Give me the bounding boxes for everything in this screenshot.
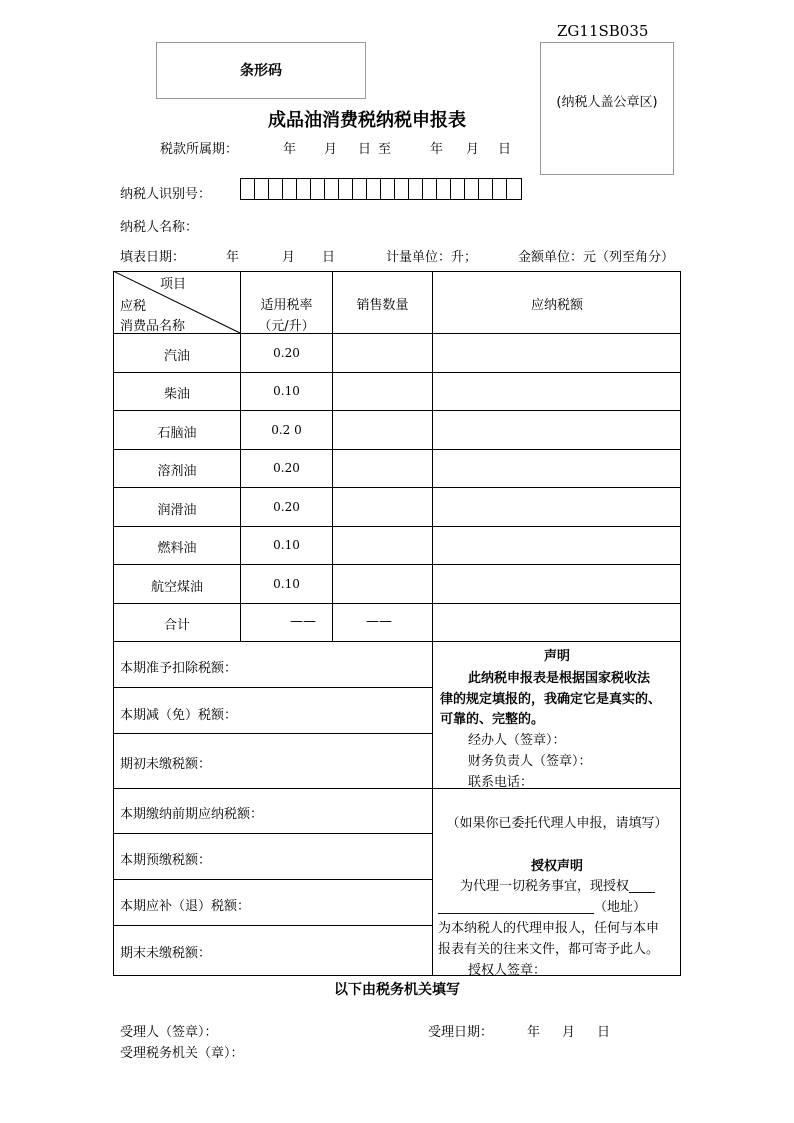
receiver-signature: 受理人（签章）：	[120, 1025, 218, 1040]
handler-signature: 经办人（签章）：	[468, 733, 566, 748]
unit-amount: 金额单位：元（列至角分）	[518, 250, 675, 265]
header-name: 消费品名称	[120, 319, 186, 334]
row-rate: 0.20	[273, 346, 300, 360]
taxpayer-name-label: 纳税人名称：	[120, 220, 199, 235]
unit-measure: 计量单位：升；	[386, 250, 478, 265]
taxpayer-id-cell[interactable]	[465, 179, 479, 199]
period-label: 税款所属期：	[160, 142, 239, 157]
taxpayer-id-cell[interactable]	[423, 179, 437, 199]
taxpayer-id-cell[interactable]	[325, 179, 339, 199]
row-rate: 0.10	[273, 577, 300, 591]
receive-date-label: 受理日期：	[428, 1025, 494, 1040]
row-name: 汽油	[163, 349, 190, 364]
deductible-tax-label: 本期准予扣除税额：	[120, 661, 238, 676]
period-to-day: 日	[498, 142, 512, 157]
stamp-area	[540, 42, 674, 175]
office-section-title: 以下由税务机关填写	[334, 982, 460, 998]
taxpayer-id-cell[interactable]	[507, 179, 521, 199]
taxpayer-id-cell[interactable]	[381, 179, 395, 199]
authorization-signer: 授权人签章：	[468, 963, 547, 978]
reduced-tax-label: 本期减（免）税额：	[120, 708, 238, 723]
declaration-title: 声明	[543, 649, 570, 664]
fill-date-year: 年	[226, 250, 240, 265]
row-name: 石脑油	[157, 426, 197, 441]
authorization-text-4: 报表有关的往来文件，都可寄予此人。	[438, 942, 660, 957]
row-name: 柴油	[163, 387, 190, 402]
period-from-month: 月	[324, 142, 338, 157]
receive-date-day: 日	[597, 1025, 611, 1040]
taxpayer-id-cell[interactable]	[493, 179, 507, 199]
row-name: 溶剂油	[157, 464, 197, 479]
period-to: 至	[378, 142, 392, 157]
barcode-area	[156, 42, 366, 99]
header-item: 项目	[160, 277, 187, 292]
row-rate: 0.20	[273, 461, 300, 475]
receiving-office: 受理税务机关（章）：	[120, 1046, 244, 1061]
opening-unpaid-label: 期初未缴税额：	[120, 757, 212, 772]
header-amount: 应纳税额	[530, 298, 583, 313]
period-to-month: 月	[466, 142, 480, 157]
period-from-year: 年	[283, 142, 297, 157]
receive-date-year: 年	[527, 1025, 541, 1040]
fill-date-day: 日	[322, 250, 336, 265]
row-rate: 0.20	[273, 500, 300, 514]
taxpayer-id-cell[interactable]	[395, 179, 409, 199]
authorization-text-2: ________________________（地址）	[438, 900, 647, 915]
authorization-text-3: 为本纳税人的代理申报人，任何与本申	[438, 921, 660, 936]
declaration-text-2: 律的规定填报的，我确定它是真实的、	[440, 692, 662, 707]
declaration-text-3: 可靠的、完整的。	[440, 712, 545, 727]
taxpayer-id-cell[interactable]	[437, 179, 451, 199]
prior-period-paid-label: 本期缴纳前期应纳税额：	[120, 807, 264, 822]
stamp-label: (纳税人盖公章区)	[556, 95, 658, 110]
header-tax: 应税	[120, 299, 147, 314]
taxpayer-id-cell[interactable]	[297, 179, 311, 199]
contact-phone: 联系电话：	[468, 775, 534, 790]
authorization-title: 授权声明	[530, 859, 583, 874]
row-rate: 0.10	[273, 538, 300, 552]
period-from-day: 日	[358, 142, 372, 157]
page-title: 成品油消费税纳税申报表	[268, 110, 466, 131]
taxpayer-id-cell[interactable]	[241, 179, 255, 199]
barcode-label: 条形码	[240, 63, 282, 79]
header-qty: 销售数量	[356, 298, 409, 313]
total-qty: ——	[366, 614, 392, 629]
declaration-text-1: 此纳税申报表是根据国家税收法	[468, 671, 651, 686]
receive-date-month: 月	[562, 1025, 576, 1040]
taxpayer-id-cell[interactable]	[339, 179, 353, 199]
taxpayer-id-label: 纳税人识别号：	[120, 187, 212, 202]
row-rate: 0.10	[273, 384, 300, 398]
authorization-note: （如果你已委托代理人申报，请填写）	[446, 816, 668, 831]
row-rate: 0.2 0	[271, 423, 302, 437]
supplement-refund-label: 本期应补（退）税额：	[120, 899, 251, 914]
prepaid-tax-label: 本期预缴税额：	[120, 853, 212, 868]
taxpayer-id-cell[interactable]	[367, 179, 381, 199]
taxpayer-id-cell[interactable]	[451, 179, 465, 199]
header-rate-2: （元/升）	[258, 319, 315, 334]
header-rate-1: 适用税率	[260, 298, 313, 313]
period-to-year: 年	[430, 142, 444, 157]
row-name: 润滑油	[157, 503, 197, 518]
taxpayer-id-cell[interactable]	[311, 179, 325, 199]
fill-date-label: 填表日期：	[120, 250, 186, 265]
total-rate: ——	[290, 614, 316, 629]
taxpayer-id-cell[interactable]	[479, 179, 493, 199]
total-label: 合计	[163, 618, 190, 633]
taxpayer-id-cell[interactable]	[283, 179, 297, 199]
authorization-text-1: 为代理一切税务事宜，现授权____	[460, 879, 656, 894]
finance-signature: 财务负责人（签章）：	[468, 754, 592, 769]
row-name: 燃料油	[157, 541, 197, 556]
fill-date-month: 月	[282, 250, 296, 265]
taxpayer-id-cell[interactable]	[353, 179, 367, 199]
taxpayer-id-cell[interactable]	[255, 179, 269, 199]
closing-unpaid-label: 期末未缴税额：	[120, 946, 212, 961]
taxpayer-id-cell[interactable]	[269, 179, 283, 199]
row-name: 航空煤油	[150, 580, 203, 595]
taxpayer-id-input[interactable]	[240, 178, 522, 200]
taxpayer-id-cell[interactable]	[409, 179, 423, 199]
form-code: ZG11SB035	[557, 22, 649, 40]
